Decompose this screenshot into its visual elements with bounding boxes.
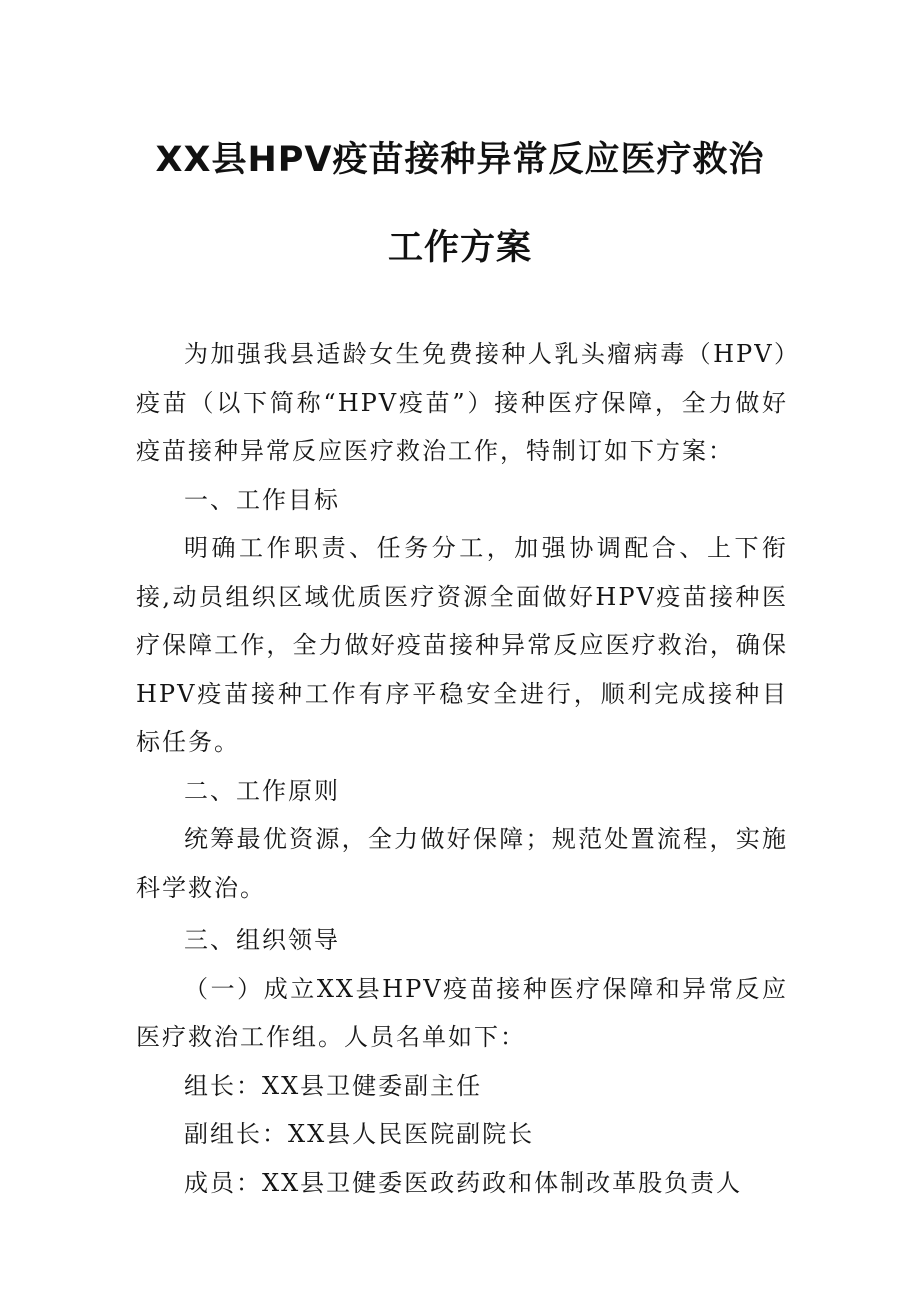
deputy-leader-line: 副组长：XX县人民医院副院长 <box>184 1120 535 1148</box>
group-leader-line: 组长：XX县卫健委副主任 <box>184 1071 483 1100</box>
section-3-subsection-1: （一）成立XX县HPV疫苗接种医疗保障和异常反应医疗救治工作组。人员名单如下： <box>136 974 788 1051</box>
members-line: 成员：XX县卫健委医政药政和体制改革股负责人 <box>184 1168 743 1197</box>
document-title-line-1: XX县HPV疫苗接种异常反应医疗救治 <box>155 140 765 180</box>
document-title-line-2: 工作方案 <box>387 228 532 268</box>
intro-paragraph: 为加强我县适龄女生免费接种人乳头瘤病毒（HPV）疫苗（以下简称“HPV疫苗”）接种医疗保障，全力做好疫苗接种异常反应医疗救治工作，特制订如下方案： <box>136 340 788 465</box>
section-2-paragraph: 统筹最优资源，全力做好保障；规范处置流程，实施科学救治。 <box>136 825 788 902</box>
section-1-paragraph: 明确工作职责、任务分工，加强协调配合、上下衔接,动员组织区域优质医疗资源全面做好HPV疫苗接种医疗保障工作，全力做好疫苗接种异常反应医疗救治，确保HPV疫苗接种工作有序平稳安全进行，顺利完成接种目标任务。 <box>136 534 788 756</box>
section-3-heading: 三、组织领导 <box>184 926 340 954</box>
document-body <box>136 330 788 1207</box>
section-1-heading: 一、工作目标 <box>184 485 340 514</box>
section-2-heading: 二、工作原则 <box>184 776 340 805</box>
